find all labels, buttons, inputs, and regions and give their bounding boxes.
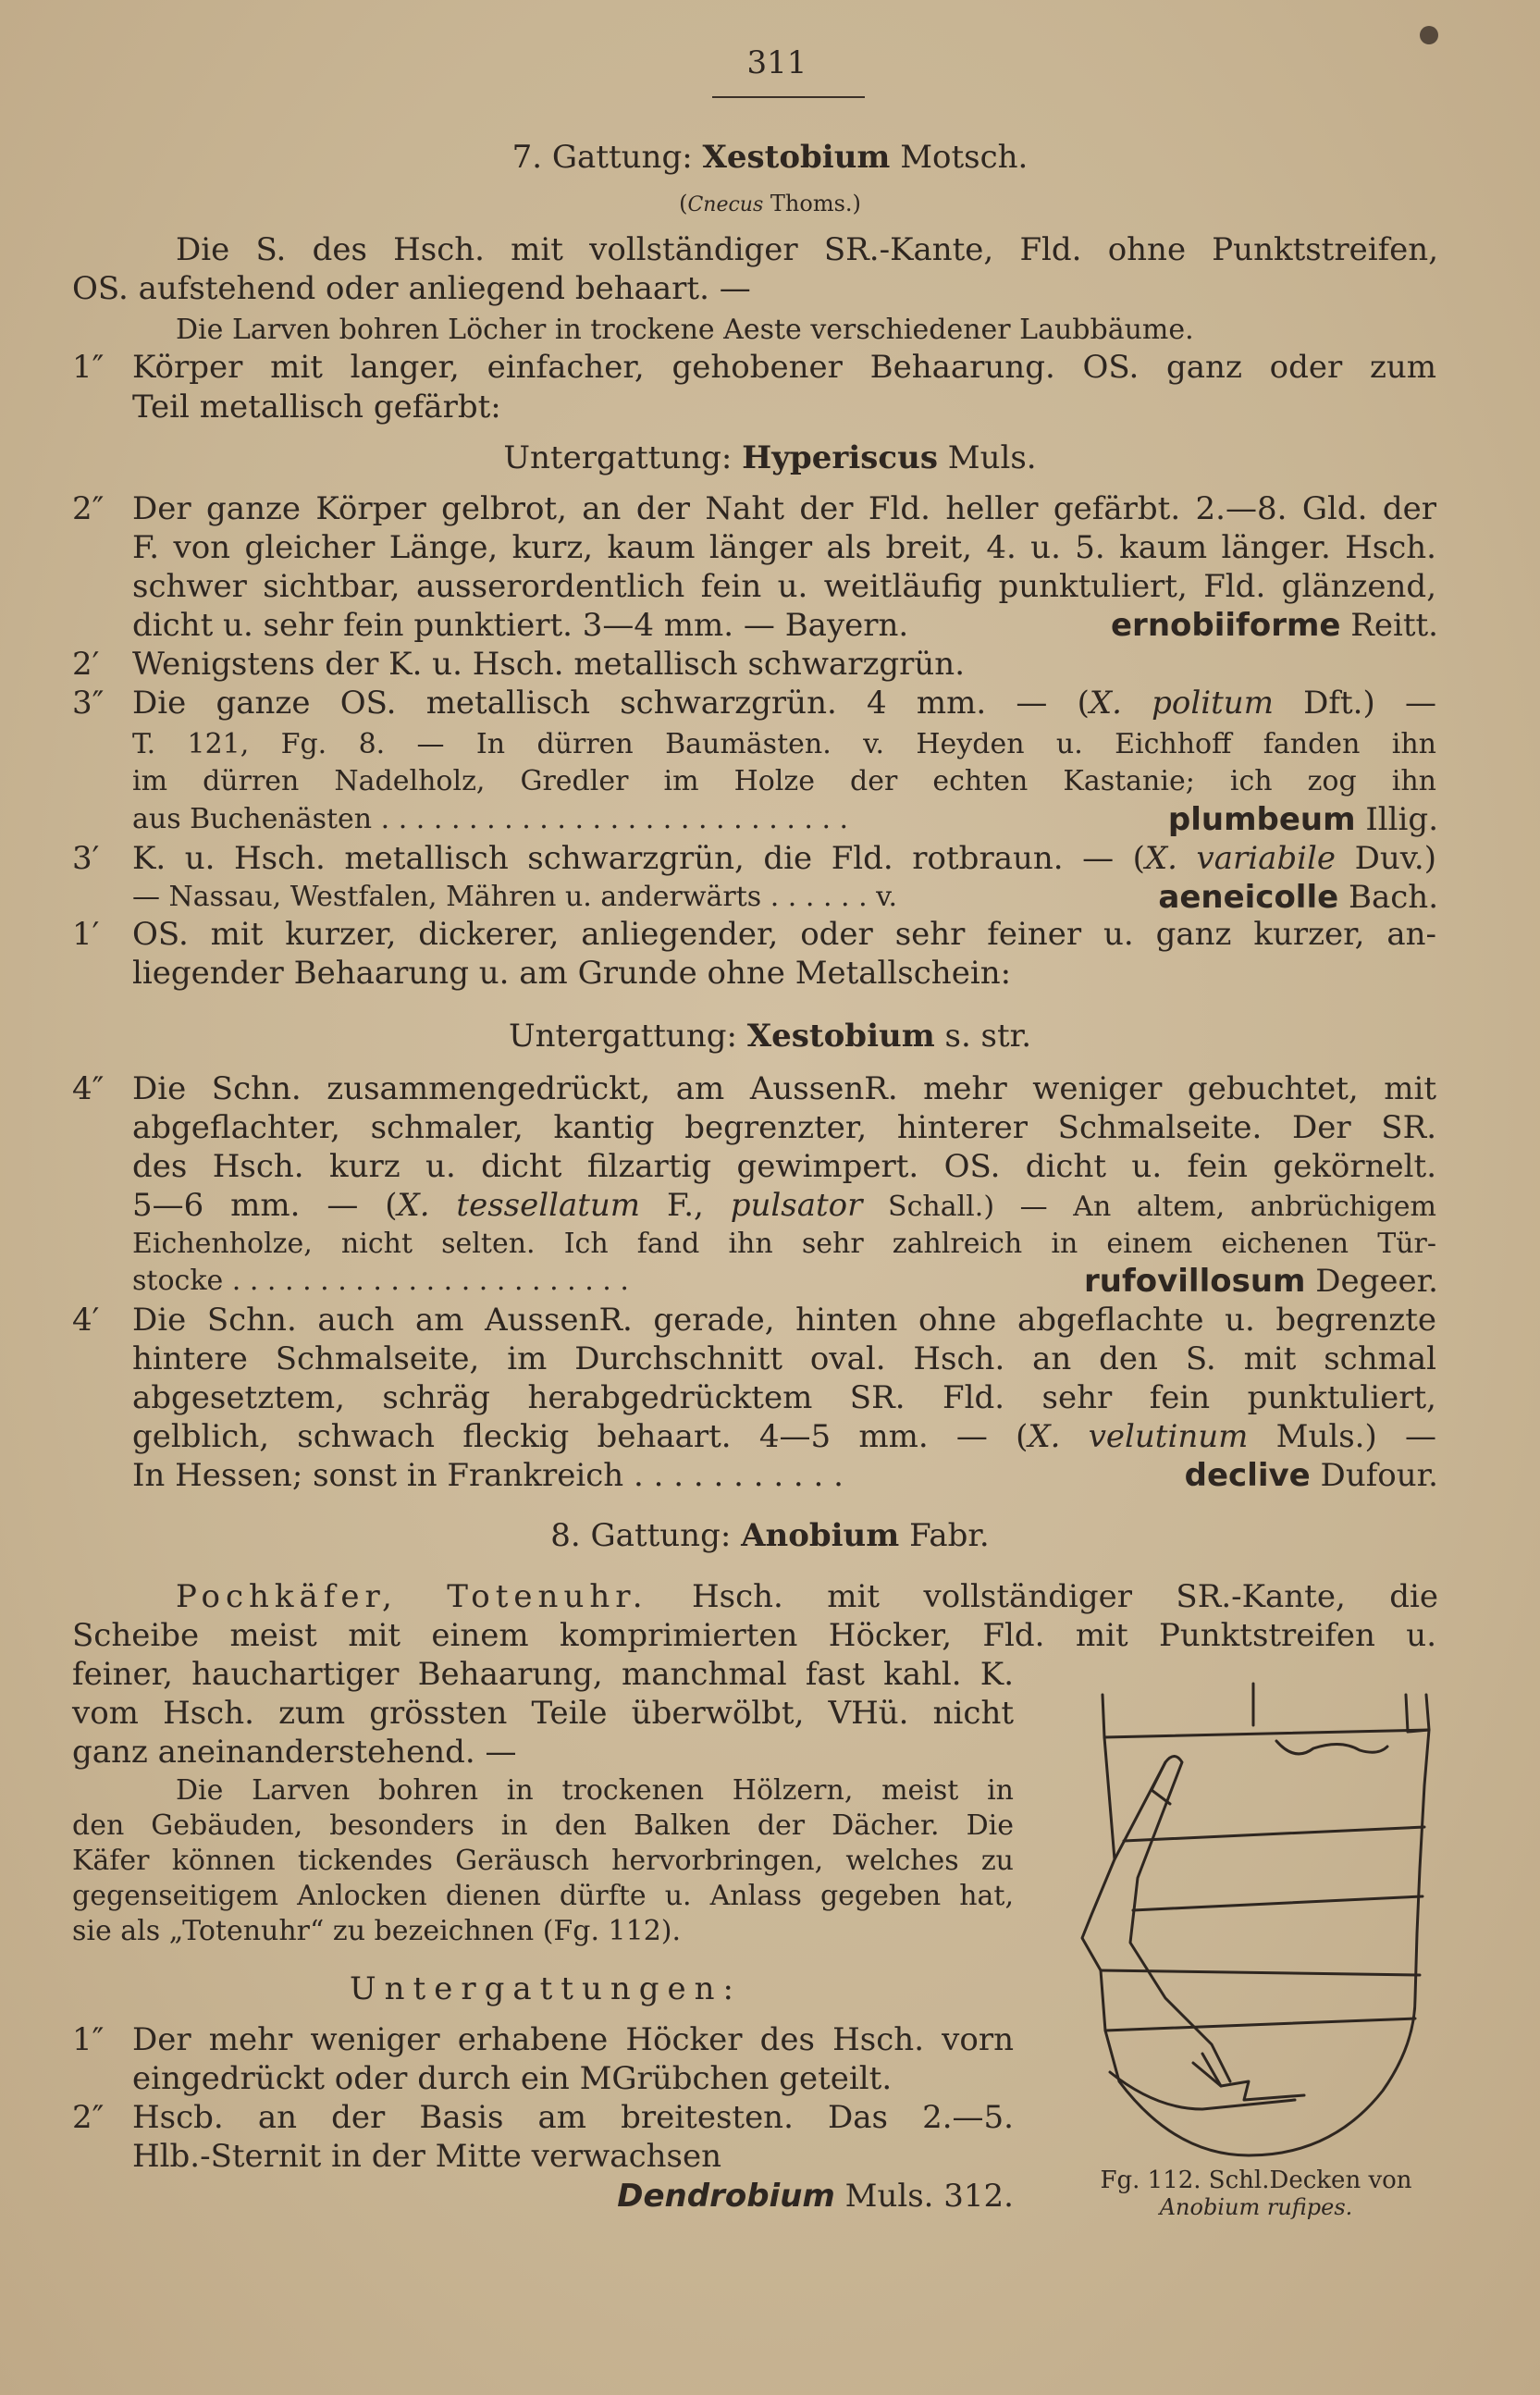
- figure-caption: Fg. 112. Schl.Decken von: [1100, 2167, 1412, 2194]
- species-name: declive: [1184, 1457, 1311, 1494]
- drawing-line-left-top: [1103, 1695, 1104, 1737]
- genus-8-heading: 8. Gattung: Anobium Fabr.: [550, 1517, 990, 1554]
- genus-7-synonym: (Cnecus Thoms.): [679, 191, 861, 216]
- header-rule: [712, 96, 865, 98]
- species-name: rufovillosum: [1083, 1263, 1306, 1300]
- species-name: ernobiiforme: [1111, 607, 1341, 644]
- page-number: 311: [746, 44, 807, 81]
- figure-caption-species: Anobium rufipes.: [1159, 2194, 1353, 2220]
- book-page: 311 7. Gattung: Xestobium Motsch. (Cnecus Thoms.) Die S. des Hsch. mit vollständiger SR.-Kante, Fld. ohne Punktstreifen, OS. aufstehend oder anliegend behaart. — Die Larven bohren Löcher in trockene Aeste verschiedener Laubbäume. 1″ Körper mit langer, einfacher, gehobener Behaarung. OS. ganz oder zum Teil metallisch gefärbt: Untergattung: Hyperiscus Muls. 2″ Der ganze Körper gelbrot, an der Naht der Fld. heller gefärbt. 2.—8. Gld. der F. von gleicher Länge, kurz, kaum länger als breit, 4. u. 5. kaum länger. Hsch. schwer sichtbar, ausserordentlich fein u. weitläufig punktuliert, Fld. glänzend, dicht u. sehr fein punktiert. 3—4 mm. — Bayern. ernobiiforme Reitt. 2′ Wenigstens der K. u. Hsch. metallisch schwarzgrün. 3″ Die ganze OS. metallisch schwarzgrün. 4 mm. — (X. politum Dft.) — T. 121, Fg. 8. — In dürren Baumästen. v. Heyden u. Eichhoff fanden ihn im dürren Nadelholz, Gredler im Holze der echten Kastanie; ich zog ihn aus Buchenästen . . . . . . . . . . . . . . . . . . . . . . . . . . . plumbeum Illig. 3′ K. u. Hsch. metallisch schwarzgrün, die Fld. rotbraun. — (X. variabile Duv.) — Nassau, Westfalen, Mähren u. anderwärts . . . . . . v. aeneicolle Bach. 1′ OS. mit kurzer, dickerer, anliegender, oder sehr feiner u. ganz kurzer, an- liegender Behaarung u. am Grunde ohne Metallschein: Untergattung: Xestobium s. str. 4″ Die Schn. zusammengedrückt, am AussenR. mehr weniger gebuchtet, mit abgeflachter, schmaler, kantig begrenzter, hinterer Schmalseite. Der SR. des Hsch. kurz u. dicht filzartig gewimpert. OS. dicht u. fein gekörnelt. 5—6 mm. — (X. tessellatum F., pulsator Schall.) — An altem, anbrüchigem Eichenholze, nicht selten. Ich fand ihn sehr zahlreich in einem eichenen Tür- stocke . . . . . . . . . . . . . . . . . . . . . . . rufovillosum Degeer. 4′ Die Schn. auch am AussenR. gerade, hinten ohne abgeflachte u. begrenzte hintere Schmalseite, im Durchschnitt oval. Hsch. an den S. mit schmal abgesetztem, schräg herabgedrücktem SR. Fld. sehr fein punktuliert, gelblich, schwach fleckig behaart. 4—5 mm. — (X. velutinum Muls.) — In Hessen; sonst in Frankreich . . . . . . . . . . . declive Dufour. 8. Gattung: Anobium Fabr. Pochkäfer, Totenuhr. Hsch. mit vollständiger SR.-Kante, die Scheibe meist mit einem komprimierten Höcker, Fld. mit Punktstreifen u. feiner, hauchartiger Behaarung, manchmal fast kahl. K. vom Hsch. zum grössten Teile überwölbt, VHü. nicht ganz aneinanderstehend. — Die Larven bohren in trockenen Hölzern, meist in den Gebäuden, besonders in den Balken der Dächer. Die Käfer können tickendes Geräusch hervorbringen, welches zu gegenseitigem Anlocken dienen dürfte u. Anlass gegeben hat, sie als „Totenuhr“ zu bezeichnen (Fg. 112). Untergattungen: 1″ Der mehr weniger erhabene Höcker des Hsch. vorn eingedrückt oder durch ein MGrübchen geteilt. 2″ Hscb. an der Basis am breitesten. Das 2.—5. Hlb.-Sternit in der Mitte verwachsen Dendrobium Muls. 312. Fg. 112. Schl.Decken von Anobium rufipes.: [0, 0, 1540, 2395]
- subgenus-hyperiscus-heading: Untergattung: Hyperiscus Muls.: [503, 439, 1037, 476]
- figure-112-elytra-drawing: [1064, 1674, 1443, 2174]
- subgenus-xestobium-heading: Untergattung: Xestobium s. str.: [508, 1018, 1031, 1055]
- species-name: aeneicolle: [1158, 879, 1339, 916]
- species-name: plumbeum: [1167, 801, 1356, 838]
- genus-7-heading: 7. Gattung: Xestobium Motsch.: [511, 139, 1029, 176]
- genus-name: Dendrobium: [617, 2178, 835, 2215]
- ink-spot: [1420, 26, 1438, 44]
